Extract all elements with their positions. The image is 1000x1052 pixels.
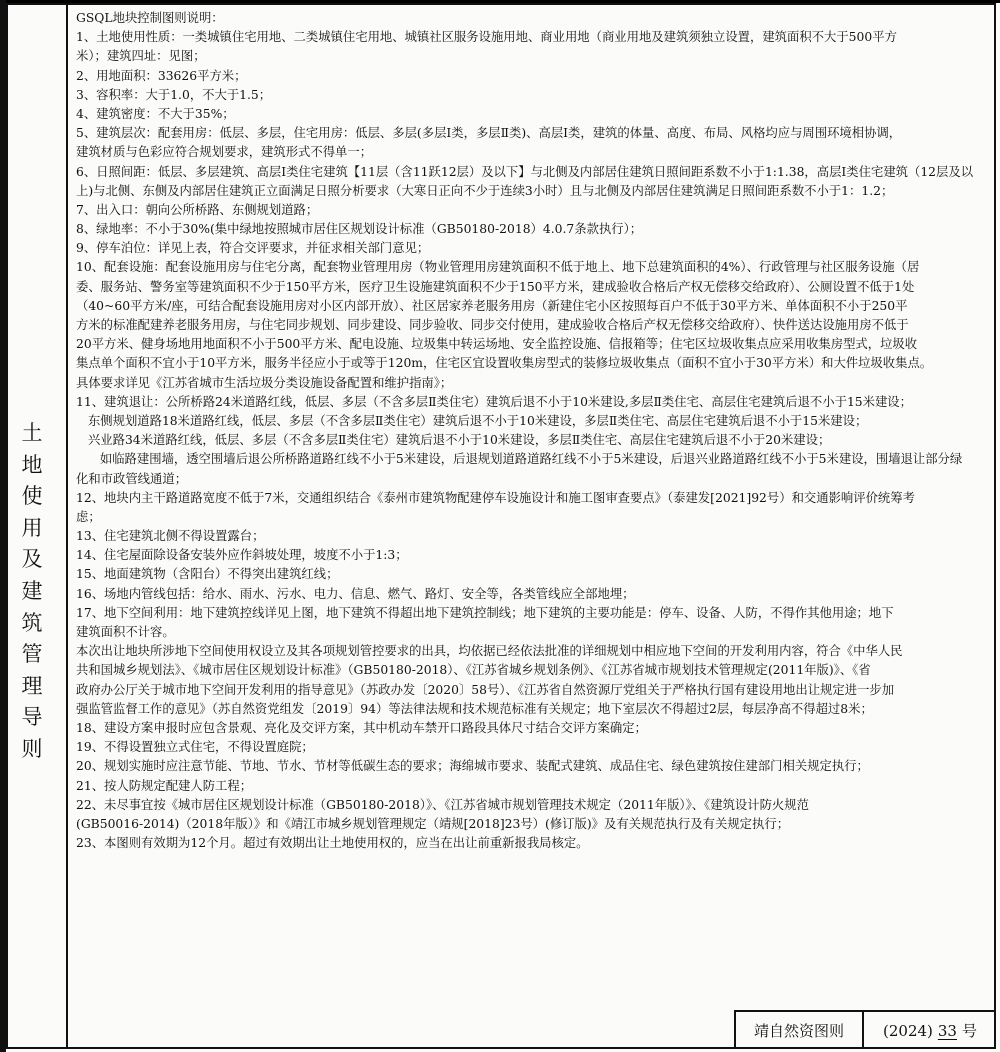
text-line: 东侧规划道路18米道路红线，低层、多层（不含多层Ⅱ类住宅）建筑后退不小于10米建设，多层Ⅱ类住宅、高层住宅建筑后退不小于15米建设； [87,412,868,428]
side-title-char: 管 [21,642,43,667]
text-line: 建筑材质与色彩应符合规划要求，建筑形式不得单一； [76,144,373,160]
text-line: 4、建筑密度：不大于35%； [76,105,235,121]
text-line: 5、建筑层次：配套用房：低层、多层，住宅用房：低层、多层(多层Ⅰ类，多层Ⅱ类)、高层Ⅰ类，建筑的体量、高度、布局、风格均应与周围环境相协调， [76,125,902,141]
side-title-char: 理 [21,673,43,698]
text-line: 米）；建筑四址：见图； [76,48,206,64]
text-line: GSQL地块控制图则说明： [76,10,224,25]
text-line: 9、停车泊位：详见上表，符合交评要求，并征求相关部门意见； [76,240,430,256]
text-line: 18、建设方案申报时应包含景观、亮化及交评方案，其中机动车禁开口路段具体尺寸结合交评方案确定； [76,719,647,735]
text-line: 2、用地面积：33626平方米； [76,67,247,83]
side-title-char: 建 [21,578,43,603]
text-line: 17、地下空间利用：地下建筑控线详见上图，地下建筑不得超出地下建筑控制线；地下建筑的主要功能是：停车、设备、人防，不得作其他用途；地下 [76,604,894,620]
text-line: 具体要求详见《江苏省城市生活垃圾分类设施设备配置和维护指南》； [76,374,453,390]
side-title-char: 筑 [21,610,43,635]
text-line: 10、配套设施：配套设施用房与住宅分离，配套物业管理用房（物业管理用房建筑面积不低于地上、地下总建筑面积的4%）、行政管理与社区服务设施（居 [76,259,920,275]
side-title-char: 及 [21,547,43,572]
text-line: 6、日照间距：低层、多层建筑、高层Ⅰ类住宅建筑【11层（含11跃12层）及以下】与北侧及内部居住建筑日照间距系数不小于1:1.38，高层Ⅰ类住宅建筑（12层及以 [76,163,974,179]
text-line: 兴业路34米道路红线，低层、多层（不含多层Ⅱ类住宅）建筑后退不小于10米建设，多层Ⅱ类住宅、高层住宅建筑后退不小于20米建设； [87,432,831,448]
text-line: 16、场地内管线包括：给水、雨水、污水、电力、信息、燃气、路灯、安全等，各类管线应全部地埋； [76,585,635,601]
doc-number [864,1012,996,1049]
text-line: 14、住宅屋面除设备安装外应作斜坡处理，坡度不小于1:3； [76,547,408,563]
text-line: 23、本图则有效期为12个月。超过有效期出让土地使用权的，应当在出让前重新报我局核定。 [76,835,589,851]
text-line: 7、出入口：朝向公所桥路、东侧规划道路； [76,201,319,217]
doc-year: (2024) [883,1021,933,1040]
text-line: 21、按人防规定配建人防工程； [76,777,253,793]
text-line: 化和市政管线通道； [76,470,188,486]
text-line: （40~60平方米/座，可结合配套设施用房对小区内部开放）、社区居家养老服务用房（新建住宅小区按照每百户不低于30平方米、单体面积不小于250平 [76,297,908,313]
side-title [18,418,46,766]
text-line: 集点单个面积不宜小于10平方米，服务半径应小于或等于120m，住宅区宜设置收集房型式的装修垃圾收集点（面积不宜小于30平方米）和大件垃圾收集点。 [76,355,933,371]
text-line: 建筑面积不计容。 [76,624,175,639]
text-line: 如临路建围墙，透空围墙后退公所桥路道路红线不小于5米建设，后退规划道路道路红线不小于5米建设，后退兴业路道路红线不小于5米建设，围墙退让部分绿 [99,451,963,467]
doc-label: 靖自然资图则 [736,1012,864,1049]
doc-serial: 33 [937,1021,957,1040]
text-line: 11、建筑退让：公所桥路24米道路红线，低层、多层（不含多层Ⅱ类住宅）建筑后退不小于10米建设,多层Ⅱ类住宅、高层住宅建筑后退不小于15米建设； [76,393,912,409]
text-line: 8、绿地率：不小于30%(集中绿地按照城市居住区规划设计标准（GB50180-2018）4.0.7条款执行）； [76,221,643,237]
text-line: 22、未尽事宜按《城市居住区规划设计标准（GB50180-2018）》、《江苏省城市规划管理技术规定（2011年版）》、《建筑设计防火规范 [76,796,809,812]
text-line: 15、地面建筑物（含阳台）不得突出建筑红线； [76,566,339,582]
side-title-char: 使 [21,484,43,509]
text-line: 1、土地使用性质：一类城镇住宅用地、二类城镇住宅用地、城镇社区服务设施用地、商业用地（商业用地及建筑须独立设置，建筑面积不大于500平方 [76,29,897,45]
text-line: 委、服务站、警务室等建筑面积不少于150平方米，医疗卫生设施建筑面积不少于150平方米，建成验收合格后产权无偿移交给政府）、公厕设置不低于1处 [76,278,915,294]
side-title-char: 地 [21,452,43,477]
side-title-char: 导 [21,705,43,730]
text-line: 13、住宅建筑北侧不得设置露台； [76,528,265,544]
doc-suffix: 号 [961,1022,977,1040]
text-line: 方米的标准配建养老服务用房，与住宅同步规划、同步建设、同步验收、同步交付使用，建成验收合格后产权无偿移交给政府）、快件送达设施用房不低于 [76,317,909,332]
document-number-box [734,1010,996,1049]
text-line: 本次出让地块所涉地下空间使用权设立及其各项规划管控要求的出具，均依据已经依法批准的详细规划中相应地下空间的开发利用内容，符合《中华人民 [76,643,903,659]
text-line: 20平方米、健身场地用地面积不小于500平方米、配电设施、垃圾集中转运场地、安全监控设施、信报箱等；住宅区垃圾收集点应采用收集房型式，垃圾收 [76,336,918,352]
side-title-char: 则 [21,736,43,761]
text-line: 20、规划实施时应注意节能、节地、节水、节材等低碳生态的要求；海绵城市要求、装配式建筑、成品住宅、绿色建筑按住建部门相关规定执行； [76,758,869,774]
text-line: 19、不得设置独立式住宅，不得设置庭院； [76,739,314,755]
text-line: 上)与北侧、东侧及内部居住建筑正立面满足日照分析要求（大寒日正向不少于连续3小时）且与北侧及内部居住建筑满足日照间距系数不小于1：1.2； [76,182,894,198]
text-line: (GB50016-2014)（2018年版）》和《靖江市城乡规划管理规定（靖规[2018]23号）(修订版)》及有关规范执行及有关规定执行； [76,815,790,831]
text-line: 强监管监督工作的意见》（苏自然资党组发〔2019〕94）等法律法规和技术规范标准有关规定；地下室层次不得超过2层，每层净高不得超过8米； [76,700,873,716]
text-line: 共和国城乡规划法》、《城市居住区规划设计标准》（GB50180-2018）、《江苏省城乡规划条例》、《江苏省城市规划技术管理规定(2011年版)》、《省 [76,662,871,678]
text-line: 虑； [76,508,101,524]
text-line: 12、地块内主干路道路宽度不低于7米，交通组织结合《泰州市建筑物配建停车设施设计和施工图审查要点》（泰建发[2021]92号）和交通影响评价统筹考 [76,489,915,505]
side-title-char: 用 [21,515,43,540]
text-line: 3、容积率：大于1.0，不大于1.5； [76,86,272,102]
side-title-char: 土 [21,421,43,445]
guideline-text [76,8,992,852]
text-line: 政府办公厅关于城市地下空间开发利用的指导意见》（苏政办发〔2020〕58号）、《江苏省自然资源厅党组关于严格执行国有建设用地出让规定进一步加 [76,681,895,697]
